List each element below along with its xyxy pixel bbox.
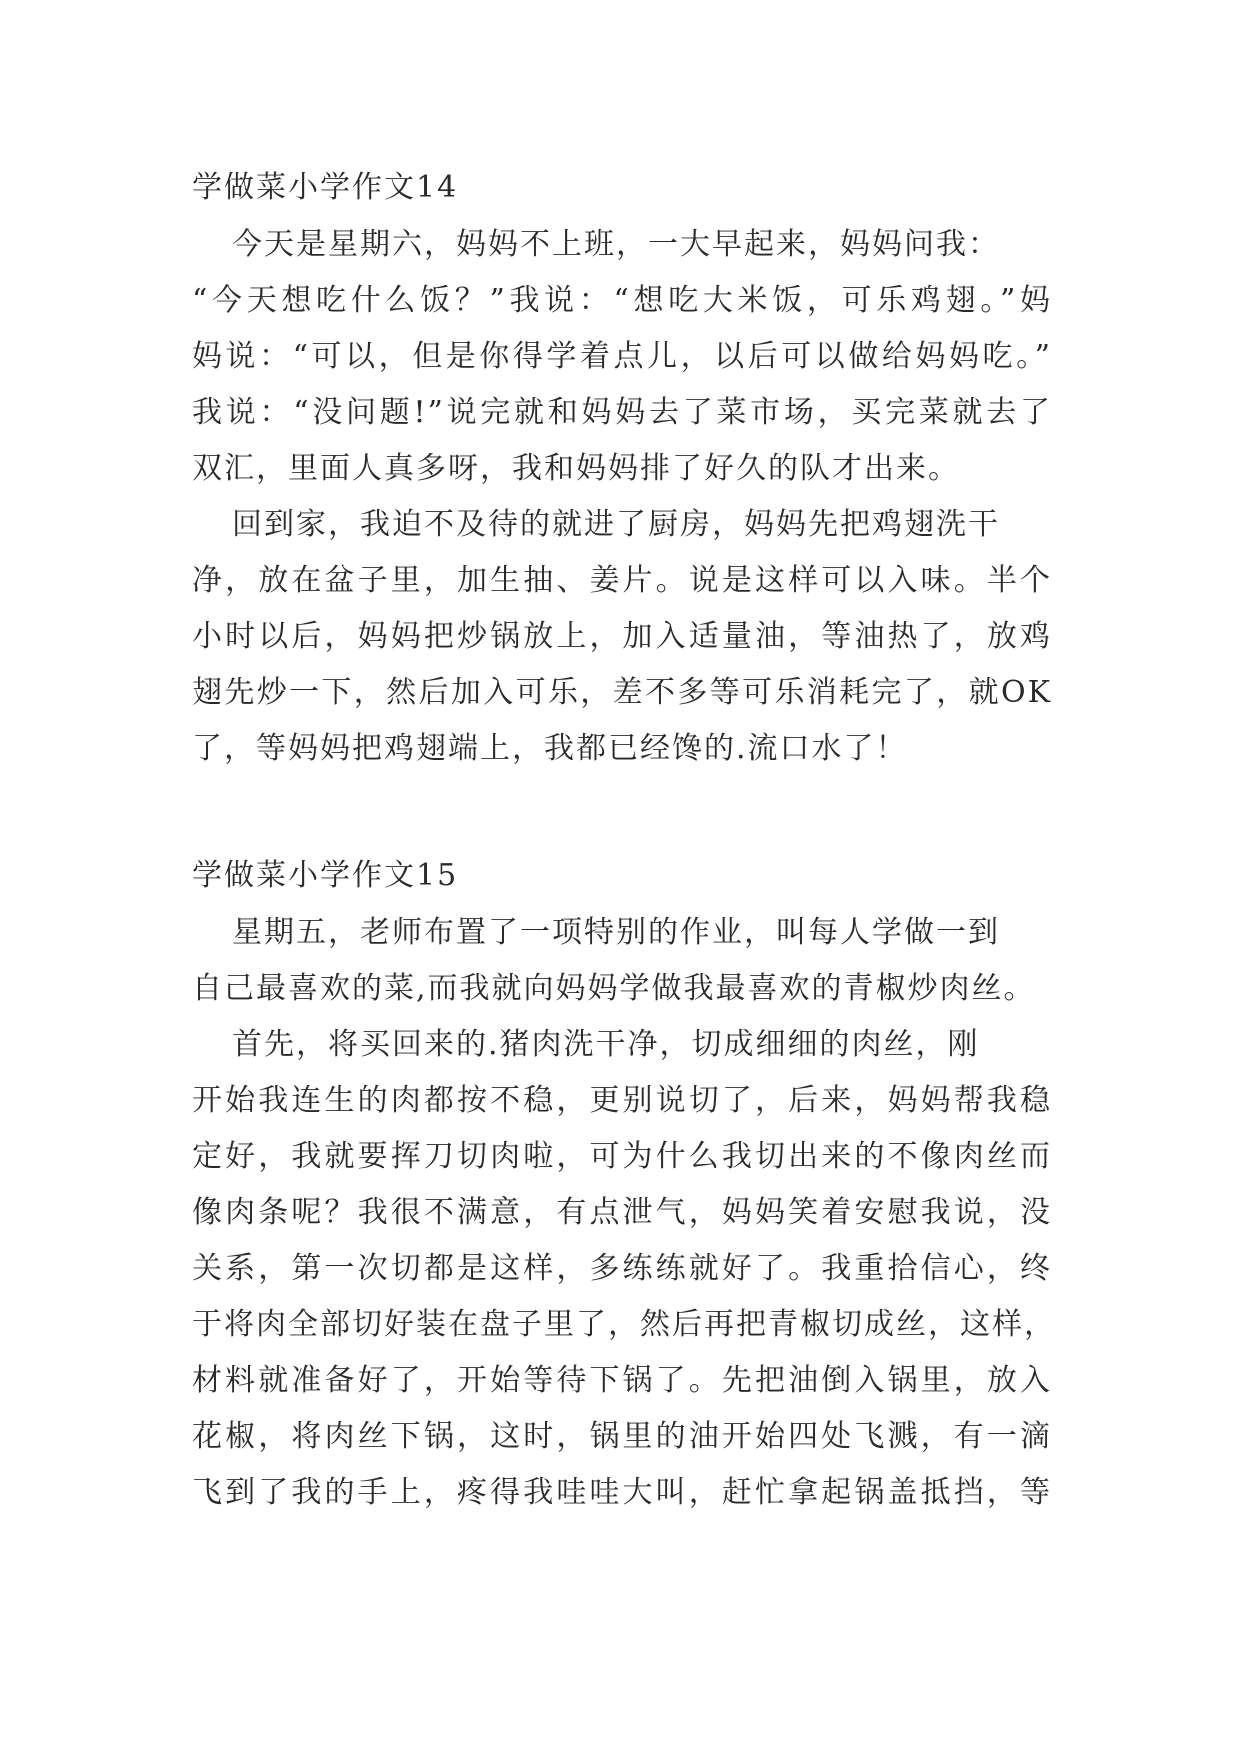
paragraph-line: 于将肉全部切好装在盘子里了，然后再把青椒切成丝，这样， bbox=[192, 1307, 1056, 1342]
paragraph-line: 开始我连生的肉都按不稳，更别说切了，后来，妈妈帮我稳 bbox=[192, 1083, 1052, 1118]
paragraph-line: 翅先炒一下，然后加入可乐，差不多等可乐消耗完了，就OK bbox=[192, 675, 1052, 710]
paragraph-line: 妈说：“可以，但是你得学着点儿，以后可以做给妈妈吃。” bbox=[192, 339, 1052, 374]
essay-title-15: 学做菜小学作文15 bbox=[192, 858, 459, 893]
paragraph-line: “今天想吃什么饭？”我说：“想吃大米饭，可乐鸡翅。”妈 bbox=[192, 283, 1052, 318]
paragraph-line: 像肉条呢？我很不满意，有点泄气，妈妈笑着安慰我说，没 bbox=[192, 1195, 1052, 1230]
paragraph-line: 自己最喜欢的菜,而我就向妈妈学做我最喜欢的青椒炒肉丝。 bbox=[192, 971, 1036, 1006]
paragraph-line: 净，放在盆子里，加生抽、姜片。说是这样可以入味。半个 bbox=[192, 563, 1052, 598]
paragraph-line: 关系，第一次切都是这样，多练练就好了。我重拾信心，终 bbox=[192, 1251, 1052, 1286]
essay-title-14: 学做菜小学作文14 bbox=[192, 170, 459, 205]
paragraph-line: 星期五，老师布置了一项特别的作业，叫每人学做一到 bbox=[232, 915, 1000, 950]
paragraph-line: 了，等妈妈把鸡翅端上，我都已经馋的.流口水了！ bbox=[192, 731, 908, 766]
paragraph-line: 飞到了我的手上，疼得我哇哇大叫，赶忙拿起锅盖抵挡，等 bbox=[192, 1475, 1052, 1510]
paragraph-line: 双汇，里面人真多呀，我和妈妈排了好久的队才出来。 bbox=[192, 451, 960, 486]
paragraph-line: 我说：“没问题!”说完就和妈妈去了菜市场，买完菜就去了 bbox=[192, 395, 1052, 430]
paragraph-line: 回到家，我迫不及待的就进了厨房，妈妈先把鸡翅洗干 bbox=[232, 507, 1000, 542]
paragraph-line: 小时以后，妈妈把炒锅放上，加入适量油，等油热了，放鸡 bbox=[192, 619, 1052, 654]
paragraph-line: 材料就准备好了，开始等待下锅了。先把油倒入锅里，放入 bbox=[192, 1363, 1052, 1398]
paragraph-line: 花椒，将肉丝下锅，这时，锅里的油开始四处飞溅，有一滴 bbox=[192, 1419, 1052, 1454]
paragraph-line: 定好，我就要挥刀切肉啦，可为什么我切出来的不像肉丝而 bbox=[192, 1139, 1052, 1174]
paragraph-line: 首先，将买回来的.猪肉洗干净，切成细细的肉丝，刚 bbox=[232, 1027, 980, 1062]
paragraph-line: 今天是星期六，妈妈不上班，一大早起来，妈妈问我： bbox=[232, 227, 1000, 262]
